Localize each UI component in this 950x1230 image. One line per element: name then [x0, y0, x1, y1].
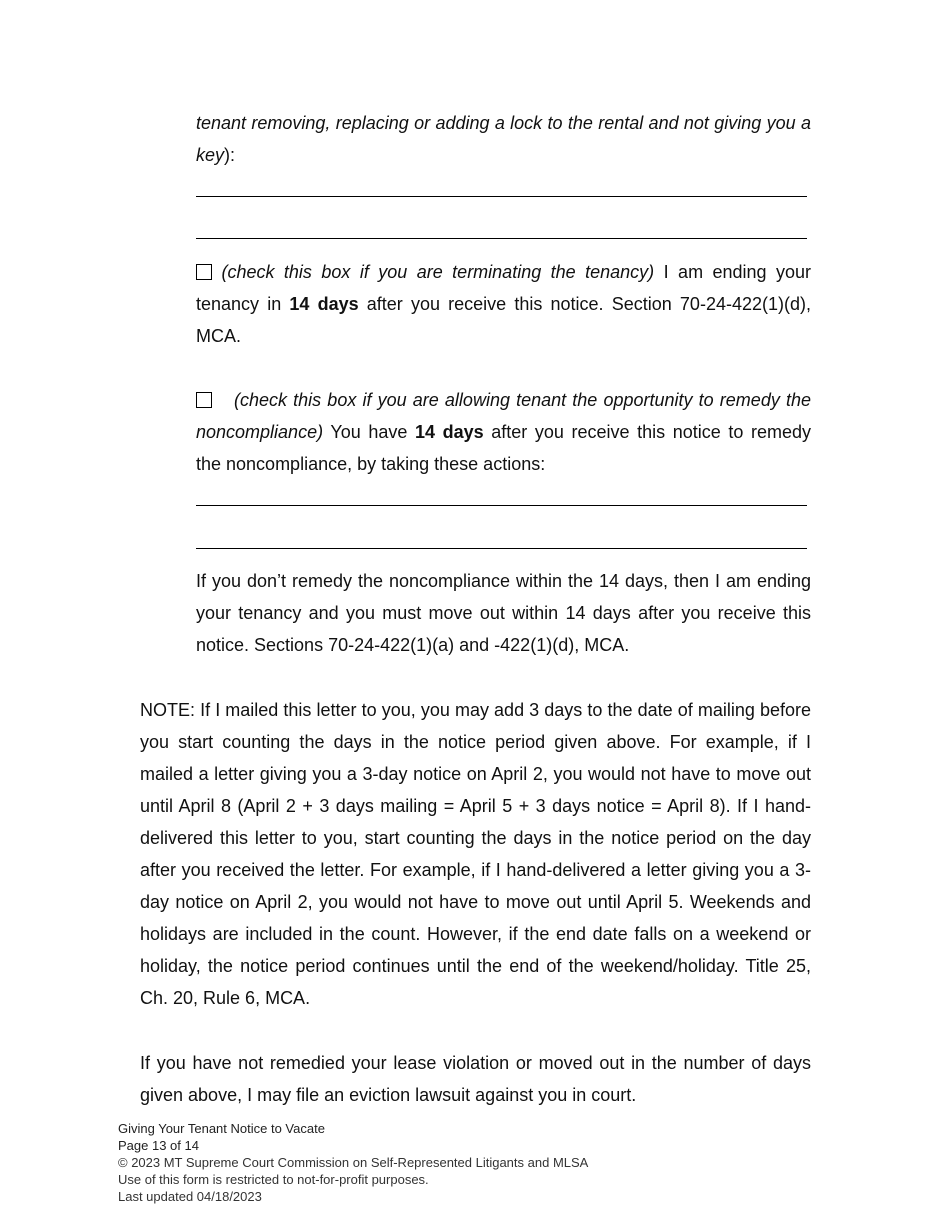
eviction-warning-paragraph: If you have not remedied your lease violation or moved out in the number of days given above, I may file an eviction lawsuit against you in court. — [140, 1053, 811, 1105]
terminate-option-paragraph — [196, 256, 811, 352]
reason-blank-line-1[interactable] — [196, 196, 807, 197]
terminate-option-instruction: (check this box if you are terminating the tenancy) — [221, 262, 655, 282]
lock-reason-paragraph — [196, 107, 811, 171]
lock-reason-tail: ): — [224, 145, 236, 165]
remedy-opportunity-checkbox[interactable] — [196, 392, 212, 408]
terminate-tenancy-checkbox[interactable] — [196, 264, 212, 280]
page-footer — [118, 1120, 818, 1205]
terminate-option-days: 14 days — [289, 294, 359, 314]
remedy-followup-paragraph: If you don’t remedy the noncompliance within the 14 days, then I am ending your tenancy and you must move out within 14 days after you receive this notice. Sections 70-24-422(1)(a) and -422(1)(d), MCA. — [196, 571, 811, 655]
footer-copyright: © 2023 MT Supreme Court Commission on Self-Represented Litigants and MLSA — [118, 1155, 589, 1170]
footer-restriction: Use of this form is restricted to not-for-profit purposes. — [118, 1172, 429, 1187]
remedy-option-text-b: after you receive this notice to remedy the noncompliance, by taking these actions: — [196, 422, 811, 474]
footer-last-updated: Last updated 04/18/2023 — [118, 1189, 262, 1204]
remedy-blank-line-2[interactable] — [196, 548, 807, 549]
remedy-blank-line-1[interactable] — [196, 505, 807, 506]
footer-page-number: Page 13 of 14 — [118, 1138, 199, 1153]
terminate-option-text-a: I am ending your tenancy in — [196, 262, 812, 314]
remedy-option-paragraph — [196, 384, 811, 480]
terminate-option-text-b: after you receive this notice. Section 70-24-422(1)(d), MCA. — [196, 294, 811, 346]
mailing-note-paragraph: NOTE: If I mailed this letter to you, you may add 3 days to the date of mailing before you start counting the days in the notice period given above. For example, if I mailed a letter giving you a 3-day notice on April 2, you would not have to move out until April 8 (April 2 + 3 days mailing = April 5 + 3 days notice = April 8). If I hand-delivered this letter to you, start counting the days in the notice period on the day after you received the letter. For example, if I hand-delivered a letter giving you a 3-day notice on April 2, you would not have to move out until April 5. Weekends and holidays are included in the count. However, if the end date falls on a weekend or holiday, the notice period continues until the end of the weekend/holiday. Title 25, Ch. 20, Rule 6, MCA. — [140, 700, 811, 1008]
reason-blank-line-2[interactable] — [196, 238, 807, 239]
remedy-option-text-a: You have — [323, 422, 415, 442]
remedy-option-days: 14 days — [414, 422, 484, 442]
footer-form-title: Giving Your Tenant Notice to Vacate — [118, 1121, 325, 1136]
lock-reason-italic: tenant removing, replacing or adding a lock to the rental and not giving you a key — [196, 113, 811, 165]
remedy-option-instruction: (check this box if you are allowing tenant the opportunity to remedy the noncompliance) — [196, 390, 811, 442]
